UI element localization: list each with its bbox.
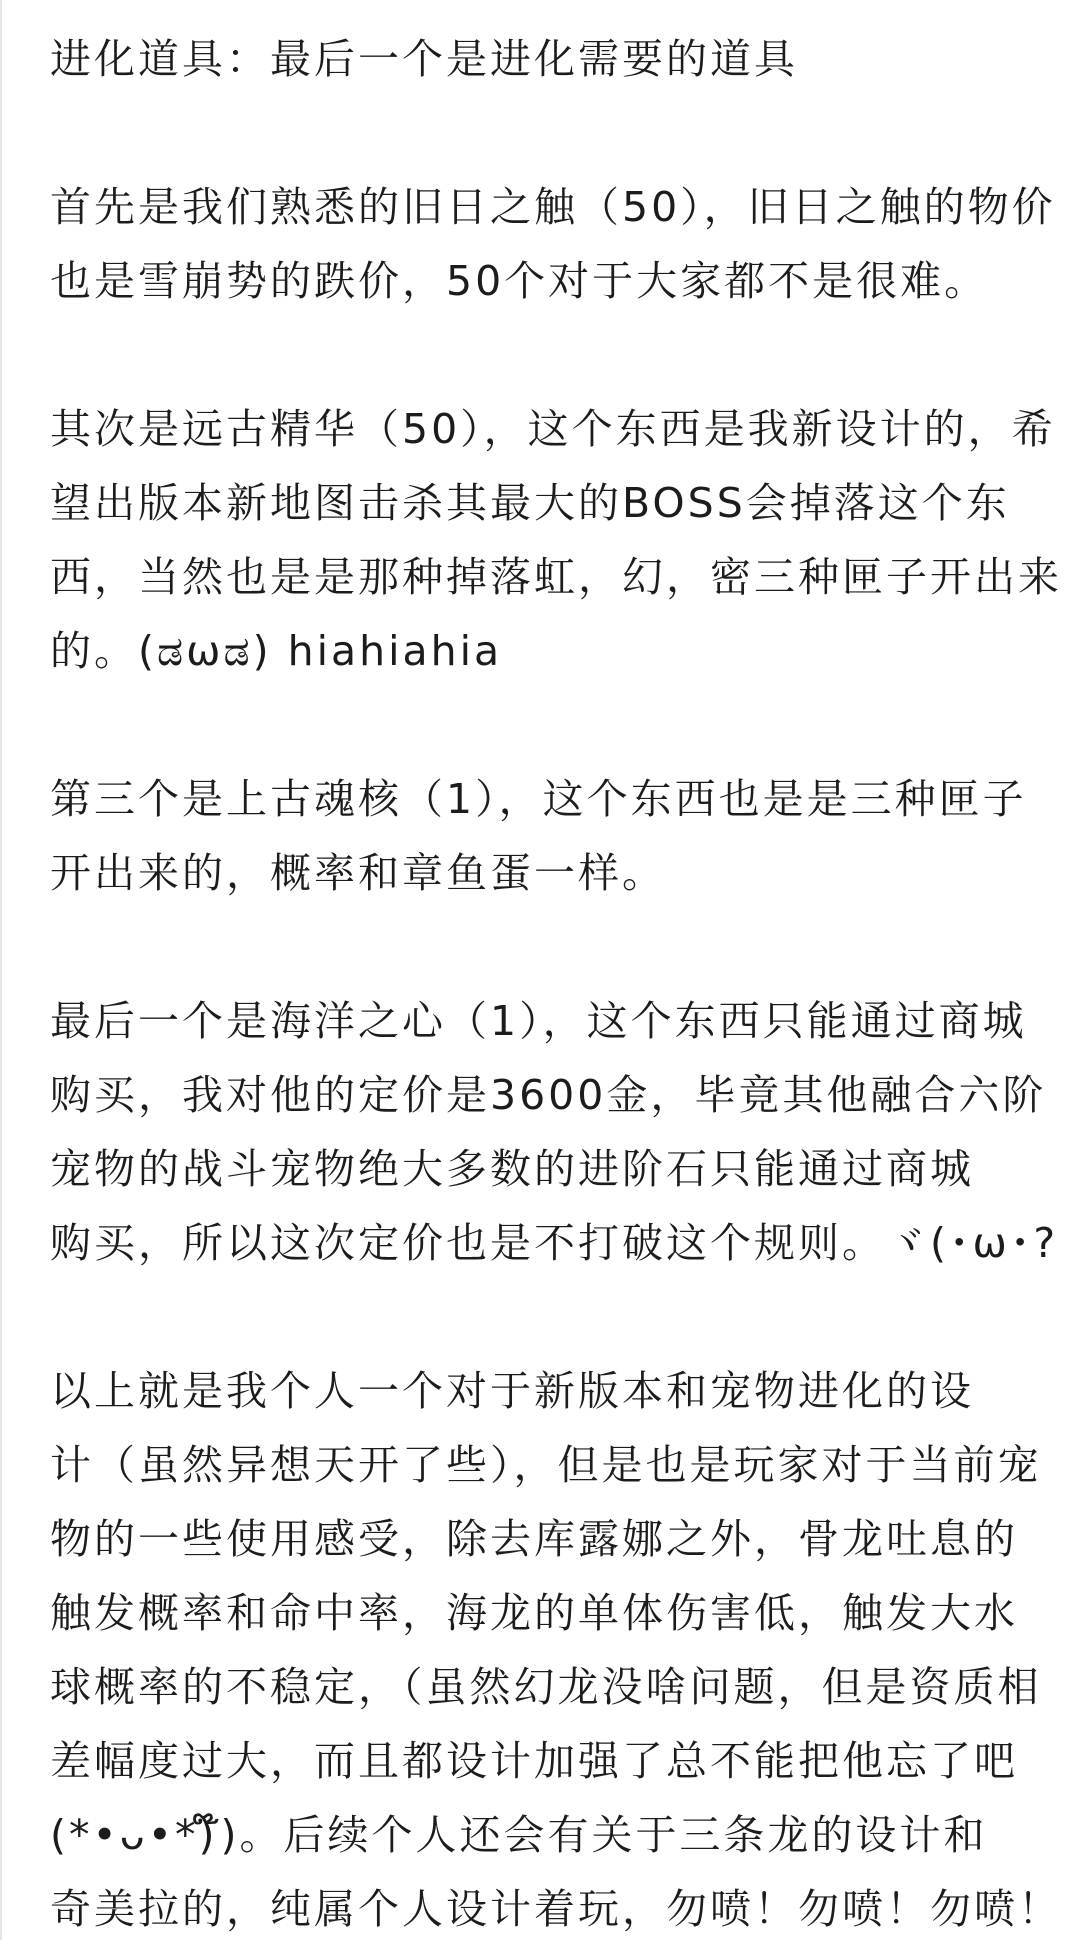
text-line: 购买，我对他的定价是3600金，毕竟其他融合六阶 bbox=[50, 1071, 1047, 1119]
text-line: 西，当然也是是那种掉落虹，幻，密三种匣子开出来 bbox=[50, 553, 1062, 601]
text-line: 球概率的不稳定，（虽然幻龙没啥问题，但是资质相 bbox=[50, 1663, 1042, 1711]
paragraph-ancient-soul-core bbox=[50, 762, 1040, 910]
text-line: 望出版本新地图击杀其最大的BOSS会掉落这个东 bbox=[50, 479, 1010, 527]
text-line: 最后一个是海洋之心（1），这个东西只能通过商城 bbox=[50, 997, 1027, 1045]
text-line: 进化道具：最后一个是进化需要的道具 bbox=[50, 35, 798, 83]
text-line: 差幅度过大，而且都设计加强了总不能把他忘了吧 bbox=[50, 1737, 1018, 1785]
text-line: 购买，所以这次定价也是不打破这个规则。ヾ(･ω･? bbox=[50, 1219, 1059, 1267]
text-line: 以上就是我个人一个对于新版本和宠物进化的设 bbox=[50, 1367, 974, 1415]
text-line: 开出来的，概率和章鱼蛋一样。 bbox=[50, 849, 666, 897]
left-edge-divider bbox=[0, 0, 2, 1940]
paragraph-old-touch bbox=[50, 170, 1056, 318]
paragraph-heart-of-ocean bbox=[50, 984, 1059, 1280]
text-line: 物的一些使用感受，除去库露娜之外，骨龙吐息的 bbox=[50, 1515, 1018, 1563]
text-line: 触发概率和命中率，海龙的单体伤害低，触发大水 bbox=[50, 1589, 1018, 1637]
text-line: 奇美拉的，纯属个人设计着玩，勿喷！勿喷！勿喷！ bbox=[50, 1885, 1062, 1933]
text-line: 计（虽然异想天开了些），但是也是玩家对于当前宠 bbox=[50, 1441, 1042, 1489]
text-line: 其次是远古精华（50），这个东西是我新设计的，希 bbox=[50, 405, 1056, 453]
paragraph-summary bbox=[50, 1354, 1062, 1946]
text-line: 也是雪崩势的跌价，50个对于大家都不是很难。 bbox=[50, 257, 989, 305]
text-line: (*•ᴗ•*)໊)。后续个人还会有关于三条龙的设计和 bbox=[50, 1811, 988, 1859]
paragraph-evolution-items-intro bbox=[50, 22, 1040, 96]
article-body bbox=[50, 22, 1062, 1946]
paragraph-ancient-essence bbox=[50, 392, 1062, 688]
text-line: 的。(ಡωಡ) hiahiahia bbox=[50, 627, 503, 675]
text-line: 首先是我们熟悉的旧日之触（50），旧日之触的物价 bbox=[50, 183, 1056, 231]
text-line: 宠物的战斗宠物绝大多数的进阶石只能通过商城 bbox=[50, 1145, 974, 1193]
text-line: 第三个是上古魂核（1），这个东西也是是三种匣子 bbox=[50, 775, 1027, 823]
